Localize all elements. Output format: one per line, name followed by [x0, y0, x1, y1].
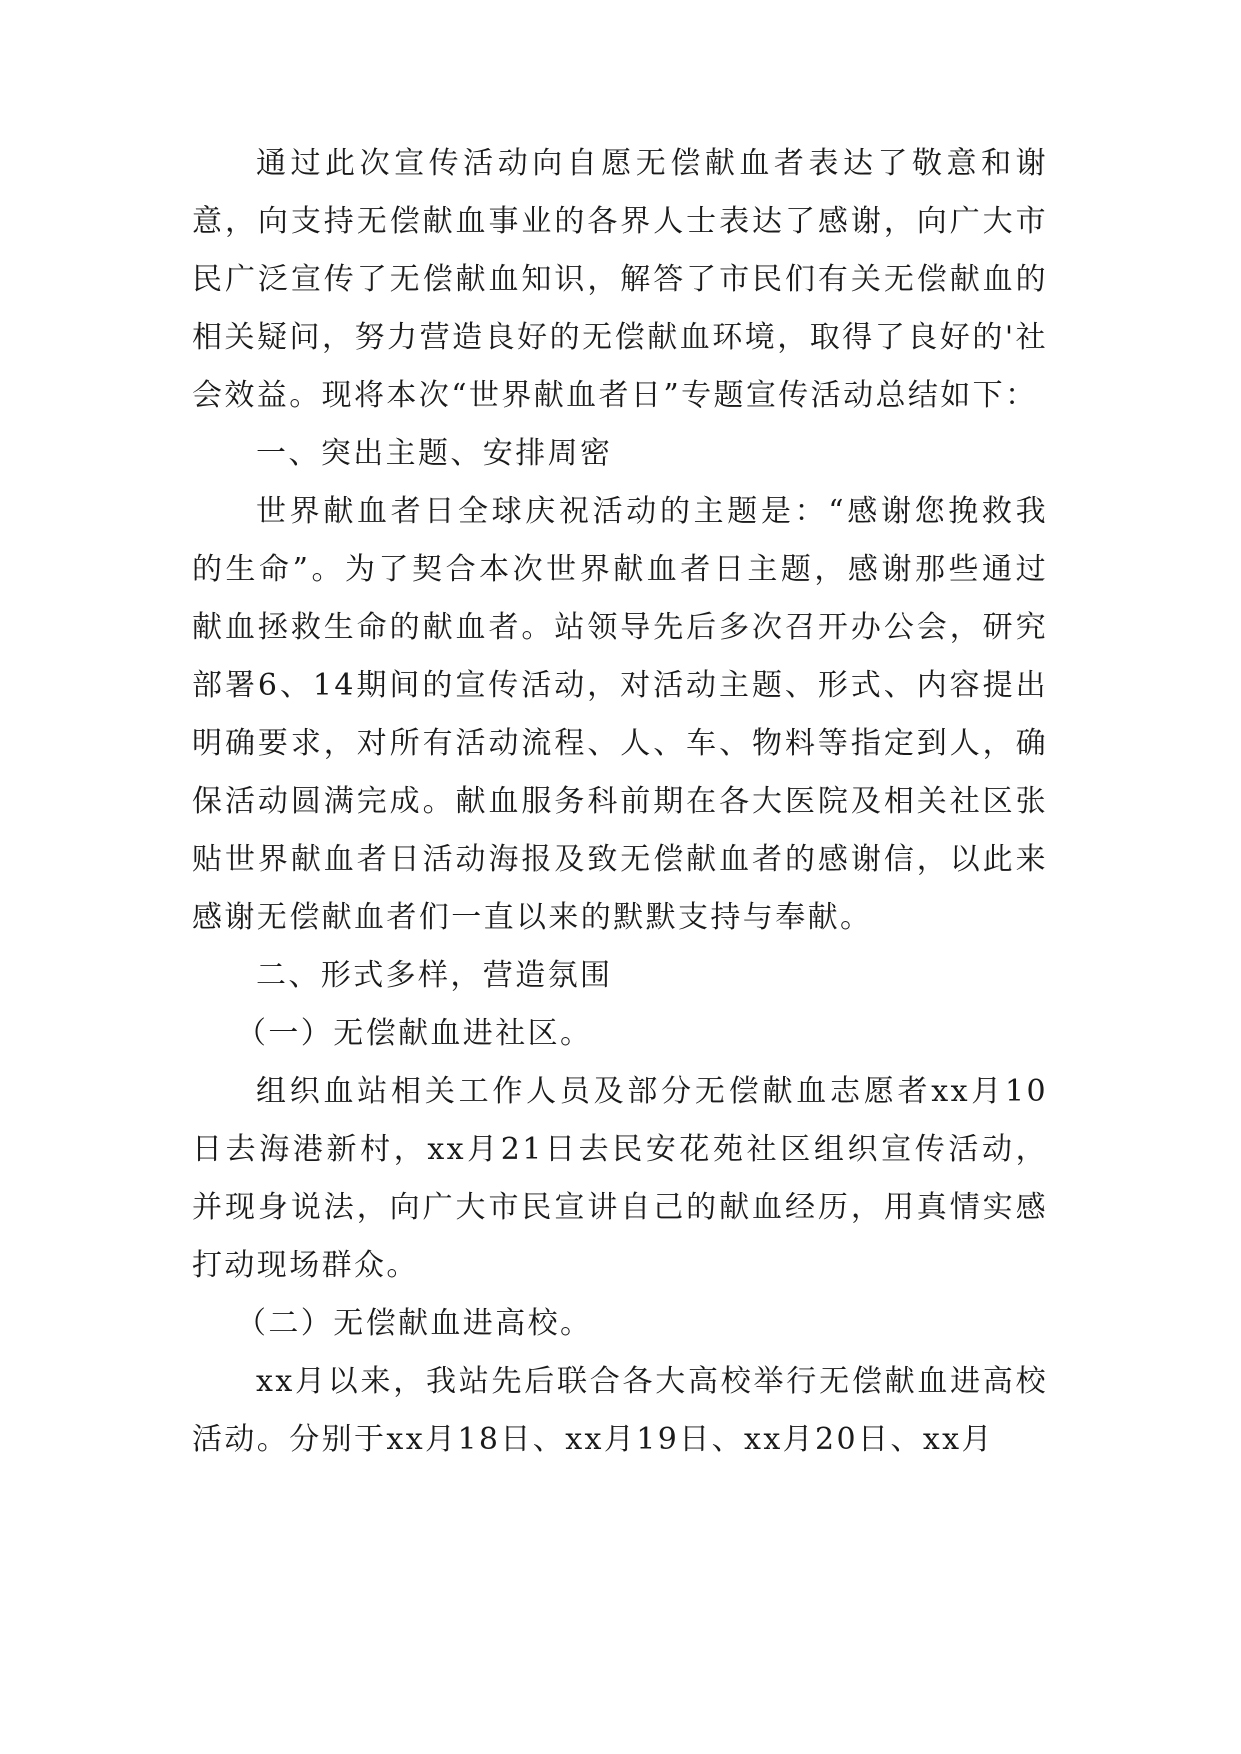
- paragraph-intro: 通过此次宣传活动向自愿无偿献血者表达了敬意和谢意，向支持无偿献血事业的各界人士表达了感谢，向广大市民广泛宣传了无偿献血知识，解答了市民们有关无偿献血的相关疑问，努力营造良好的无偿献血环境，取得了良好的'社会效益。现将本次“世界献血者日”专题宣传活动总结如下：: [192, 146, 1048, 413]
- document-body: [192, 135, 1048, 1469]
- paragraph-theme: 世界献血者日全球庆祝活动的主题是：“感谢您挽救我的生命”。为了契合本次世界献血者日主题，感谢那些通过献血拯救生命的献血者。站领导先后多次召开办公会，研究部署6、14期间的宣传活动，对活动主题、形式、内容提出明确要求，对所有活动流程、人、车、物料等指定到人，确保活动圆满完成。献血服务科前期在各大医院及相关社区张贴世界献血者日活动海报及致无偿献血者的感谢信，以此来感谢无偿献血者们一直以来的默默支持与奉献。: [192, 494, 1048, 935]
- subsection-heading-2: （二）无偿献血进高校。: [236, 1306, 593, 1341]
- section-heading-2: 二、形式多样，营造氛围: [256, 958, 613, 993]
- paragraph-community: 组织血站相关工作人员及部分无偿献血志愿者xx月10日去海港新村，xx月21日去民安花苑社区组织宣传活动，并现身说法，向广大市民宣讲自己的献血经历，用真情实感打动现场群众。: [192, 1074, 1048, 1283]
- subsection-heading-1: （一）无偿献血进社区。: [236, 1016, 593, 1051]
- section-heading-1: 一、突出主题、安排周密: [256, 436, 613, 471]
- paragraph-university: xx月以来，我站先后联合各大高校举行无偿献血进高校活动。分别于xx月18日、xx月19日、xx月20日、xx月: [192, 1364, 1048, 1457]
